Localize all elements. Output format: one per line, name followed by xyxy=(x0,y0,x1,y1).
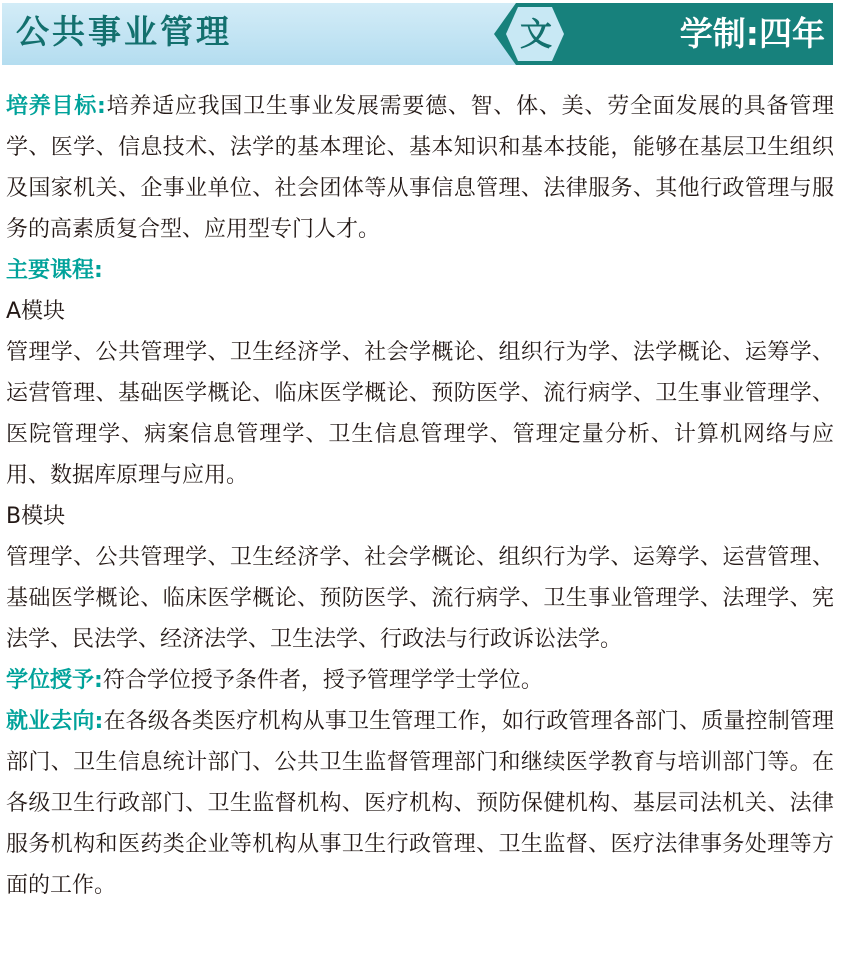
module-b-courses: 管理学、公共管理学、卫生经济学、社会学概论、组织行为学、运筹学、运营管理、基础医学概论、临床医学概论、预防医学、流行病学、卫生事业管理学、法理学、宪法学、民法学、经济法学、卫生法学、行政法与行政诉讼法学。 xyxy=(6,545,834,652)
major-title: 公共事业管理 xyxy=(16,12,232,51)
module-a-title: A模块 xyxy=(6,299,66,324)
employment-text: 在各级各类医疗机构从事卫生管理工作，如行政管理各部门、质量控制管理部门、卫生信息统计部门、公共卫生监督管理部门和继续医学教育与培训部门等。在各级卫生行政部门、卫生监督机构、医疗机构、预防保健机构、基层司法机关、法律服务机构和医药类企业等机构从事卫生行政管理、卫生监督、医疗法律事务处理等方面的工作。 xyxy=(6,709,834,898)
training-goal xyxy=(6,86,834,250)
module-a-courses: 管理学、公共管理学、卫生经济学、社会学概论、组织行为学、法学概论、运筹学、运营管理、基础医学概论、临床医学概论、预防医学、流行病学、卫生事业管理学、医院管理学、病案信息管理学、卫生信息管理学、管理定量分析、计算机网络与应用、数据库原理与应用。 xyxy=(6,340,834,488)
study-duration: 学制:四年 xyxy=(679,14,825,53)
module-b-title: B模块 xyxy=(6,504,66,529)
category-label: 文 xyxy=(519,15,552,53)
main-courses-heading xyxy=(6,250,834,291)
employment-label: 就业去向: xyxy=(6,709,104,734)
training-goal-label: 培养目标: xyxy=(6,94,106,119)
degree-text: 符合学位授予条件者，授予管理学学士学位。 xyxy=(102,668,543,693)
employment-direction xyxy=(6,701,834,906)
major-description xyxy=(6,86,834,906)
training-goal-text: 培养适应我国卫生事业发展需要德、智、体、美、劳全面发展的具备管理学、医学、信息技术、法学的基本理论、基本知识和基本技能，能够在基层卫生组织及国家机关、企事业单位、社会团体等从事信息管理、法律服务、其他行政管理与服务的高素质复合型、应用型专门人才。 xyxy=(6,94,834,242)
degree-conferred xyxy=(6,660,834,701)
degree-label: 学位授予: xyxy=(6,668,103,693)
main-courses-label: 主要课程: xyxy=(6,258,103,283)
page-header xyxy=(0,0,847,72)
